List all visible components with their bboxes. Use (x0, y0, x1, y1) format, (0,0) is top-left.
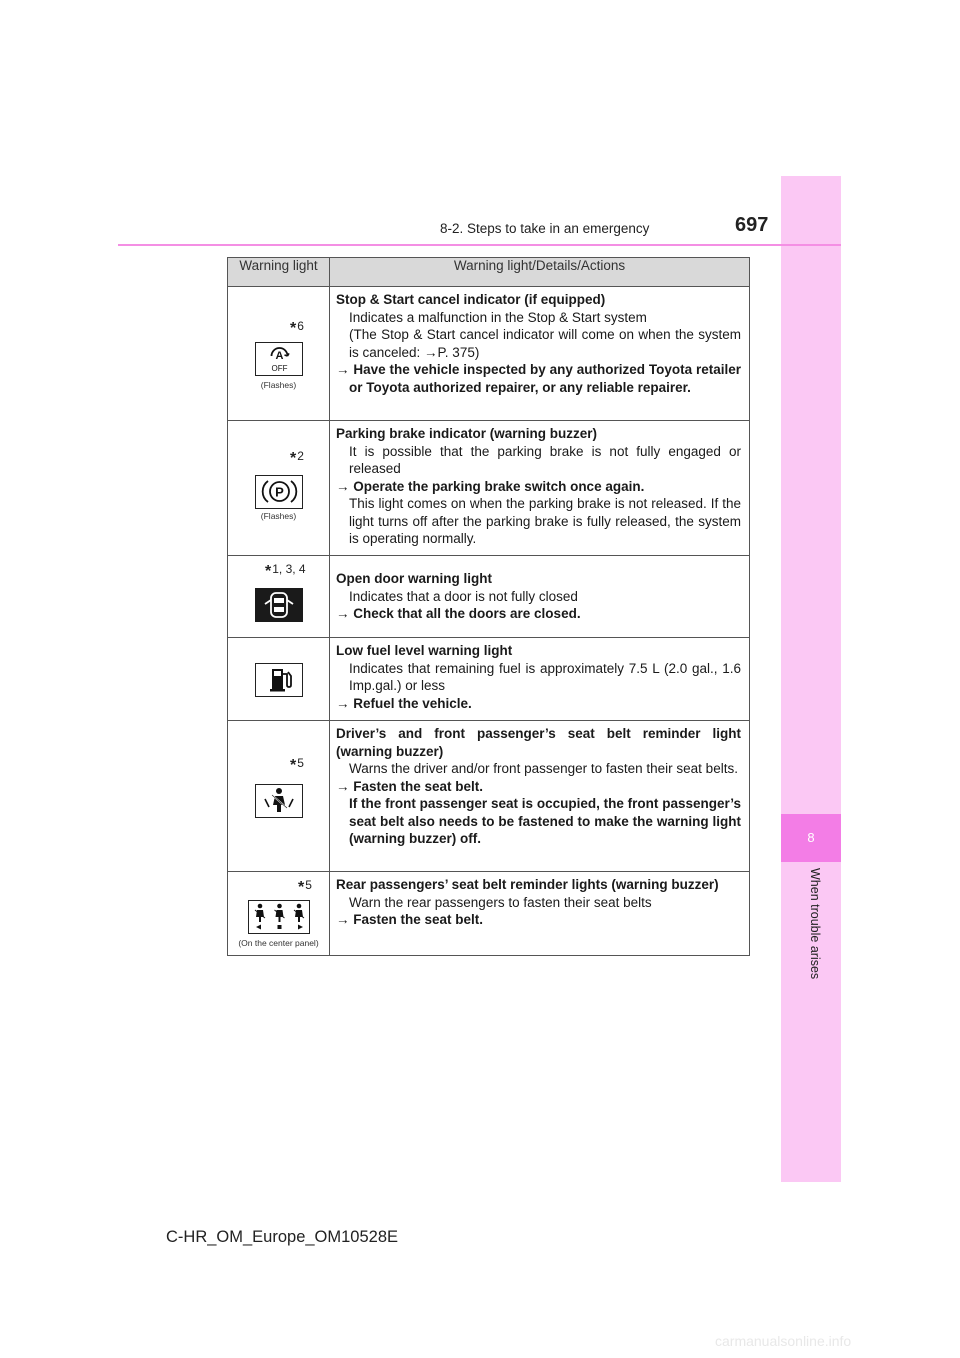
description-cell (330, 872, 750, 956)
description-cell (330, 556, 750, 638)
watermark: carmanualsonline.info (715, 1333, 852, 1349)
section-title: 8-2. Steps to take in an emergency (440, 221, 650, 236)
document-footer: C-HR_OM_Europe_OM10528E (166, 1228, 399, 1246)
icon-cell (228, 638, 330, 721)
row-title: Stop & Start cancel indicator (if equipped) (336, 292, 606, 307)
table-row (228, 638, 750, 721)
row-action: → Refuel the vehicle. (336, 695, 472, 711)
description-cell (330, 638, 750, 721)
footnote-marker: *2 (290, 449, 304, 467)
row-action: → Operate the parking brake switch once again. (336, 478, 645, 494)
icon-cell (228, 721, 330, 872)
icon-caption: (Flashes) (260, 511, 297, 521)
row-detail: It is possible that the parking brake is not fully engaged or released (349, 443, 741, 476)
table-row (228, 421, 750, 556)
row-title: Rear passengers’ seat belt reminder lights (warning buzzer) (336, 877, 719, 892)
footnote-marker: *5 (298, 878, 312, 896)
fuel-pump-icon (255, 663, 303, 697)
row-title: Open door warning light (336, 571, 492, 586)
table-header-row (228, 258, 750, 287)
parking-brake-icon (255, 475, 303, 509)
rear-seat-belts-icon (248, 900, 310, 934)
icon-caption: (Flashes) (260, 380, 297, 390)
column-header-warning-light: Warning light (228, 258, 330, 287)
svg-text:OFF: OFF (271, 364, 287, 373)
row-title: Low fuel level warning light (336, 643, 513, 658)
svg-text:A: A (275, 350, 283, 362)
row-action: → Fasten the seat belt. (336, 912, 484, 927)
row-title: Driver’s and front passenger’s seat belt reminder light (warning buzzer) (336, 726, 741, 759)
description-cell (330, 421, 750, 556)
footnote-marker: *5 (290, 756, 304, 774)
row-detail: (The Stop & Start cancel indicator will come on when the system is canceled: →P. 375) (349, 327, 741, 360)
footnote-marker: *6 (290, 319, 304, 337)
row-action: → Check that all the doors are closed. (336, 606, 581, 621)
table-row (228, 721, 750, 872)
description-cell (330, 287, 750, 421)
icon-cell (228, 421, 330, 556)
row-detail: Indicates a malfunction in the Stop & Start system (349, 309, 647, 325)
chapter-label: When trouble arises (808, 868, 822, 980)
row-title: Parking brake indicator (warning buzzer) (336, 426, 598, 441)
row-detail: Warn the rear passengers to fasten their seat belts (349, 894, 652, 910)
row-action-note: If the front passenger seat is occupied, the front passenger’s seat belt also needs to be fastened to make the warning light (warning buzzer) off. (349, 796, 741, 846)
row-action: → Have the vehicle inspected by any authorized Toyota retailer or Toyota authorized repairer, or any reliable repairer. (336, 362, 741, 395)
chapter-number: 8 (781, 814, 841, 862)
table-row (228, 556, 750, 638)
icon-caption: (On the center panel) (238, 938, 319, 948)
svg-text:P: P (274, 484, 284, 500)
warning-light-table (227, 257, 750, 956)
row-detail: Warns the driver and/or front passenger to fasten their seat belts. (349, 761, 738, 776)
page-number: 697 (735, 214, 769, 236)
icon-cell (228, 556, 330, 638)
icon-cell (228, 287, 330, 421)
header-rule (118, 244, 841, 246)
open-door-icon (255, 588, 303, 622)
row-action: → Fasten the seat belt. (336, 778, 484, 794)
table-row (228, 287, 750, 421)
description-cell (330, 721, 750, 872)
row-detail: Indicates that a door is not fully closed (349, 588, 578, 604)
table-row (228, 872, 750, 956)
stop-start-off-icon (255, 342, 303, 376)
footnote-marker: *1, 3, 4 (265, 562, 306, 580)
side-tab (781, 176, 841, 1182)
row-detail: Indicates that remaining fuel is approximately 7.5 L (2.0 gal., 1.6 Imp.gal.) or less (349, 660, 741, 693)
seat-belt-icon (255, 784, 303, 818)
row-detail: This light comes on when the parking brake is not released. If the light turns off after the parking brake is fully released, the system is operating normally. (349, 496, 741, 546)
column-header-details: Warning light/Details/Actions (330, 258, 750, 287)
icon-cell (228, 872, 330, 956)
